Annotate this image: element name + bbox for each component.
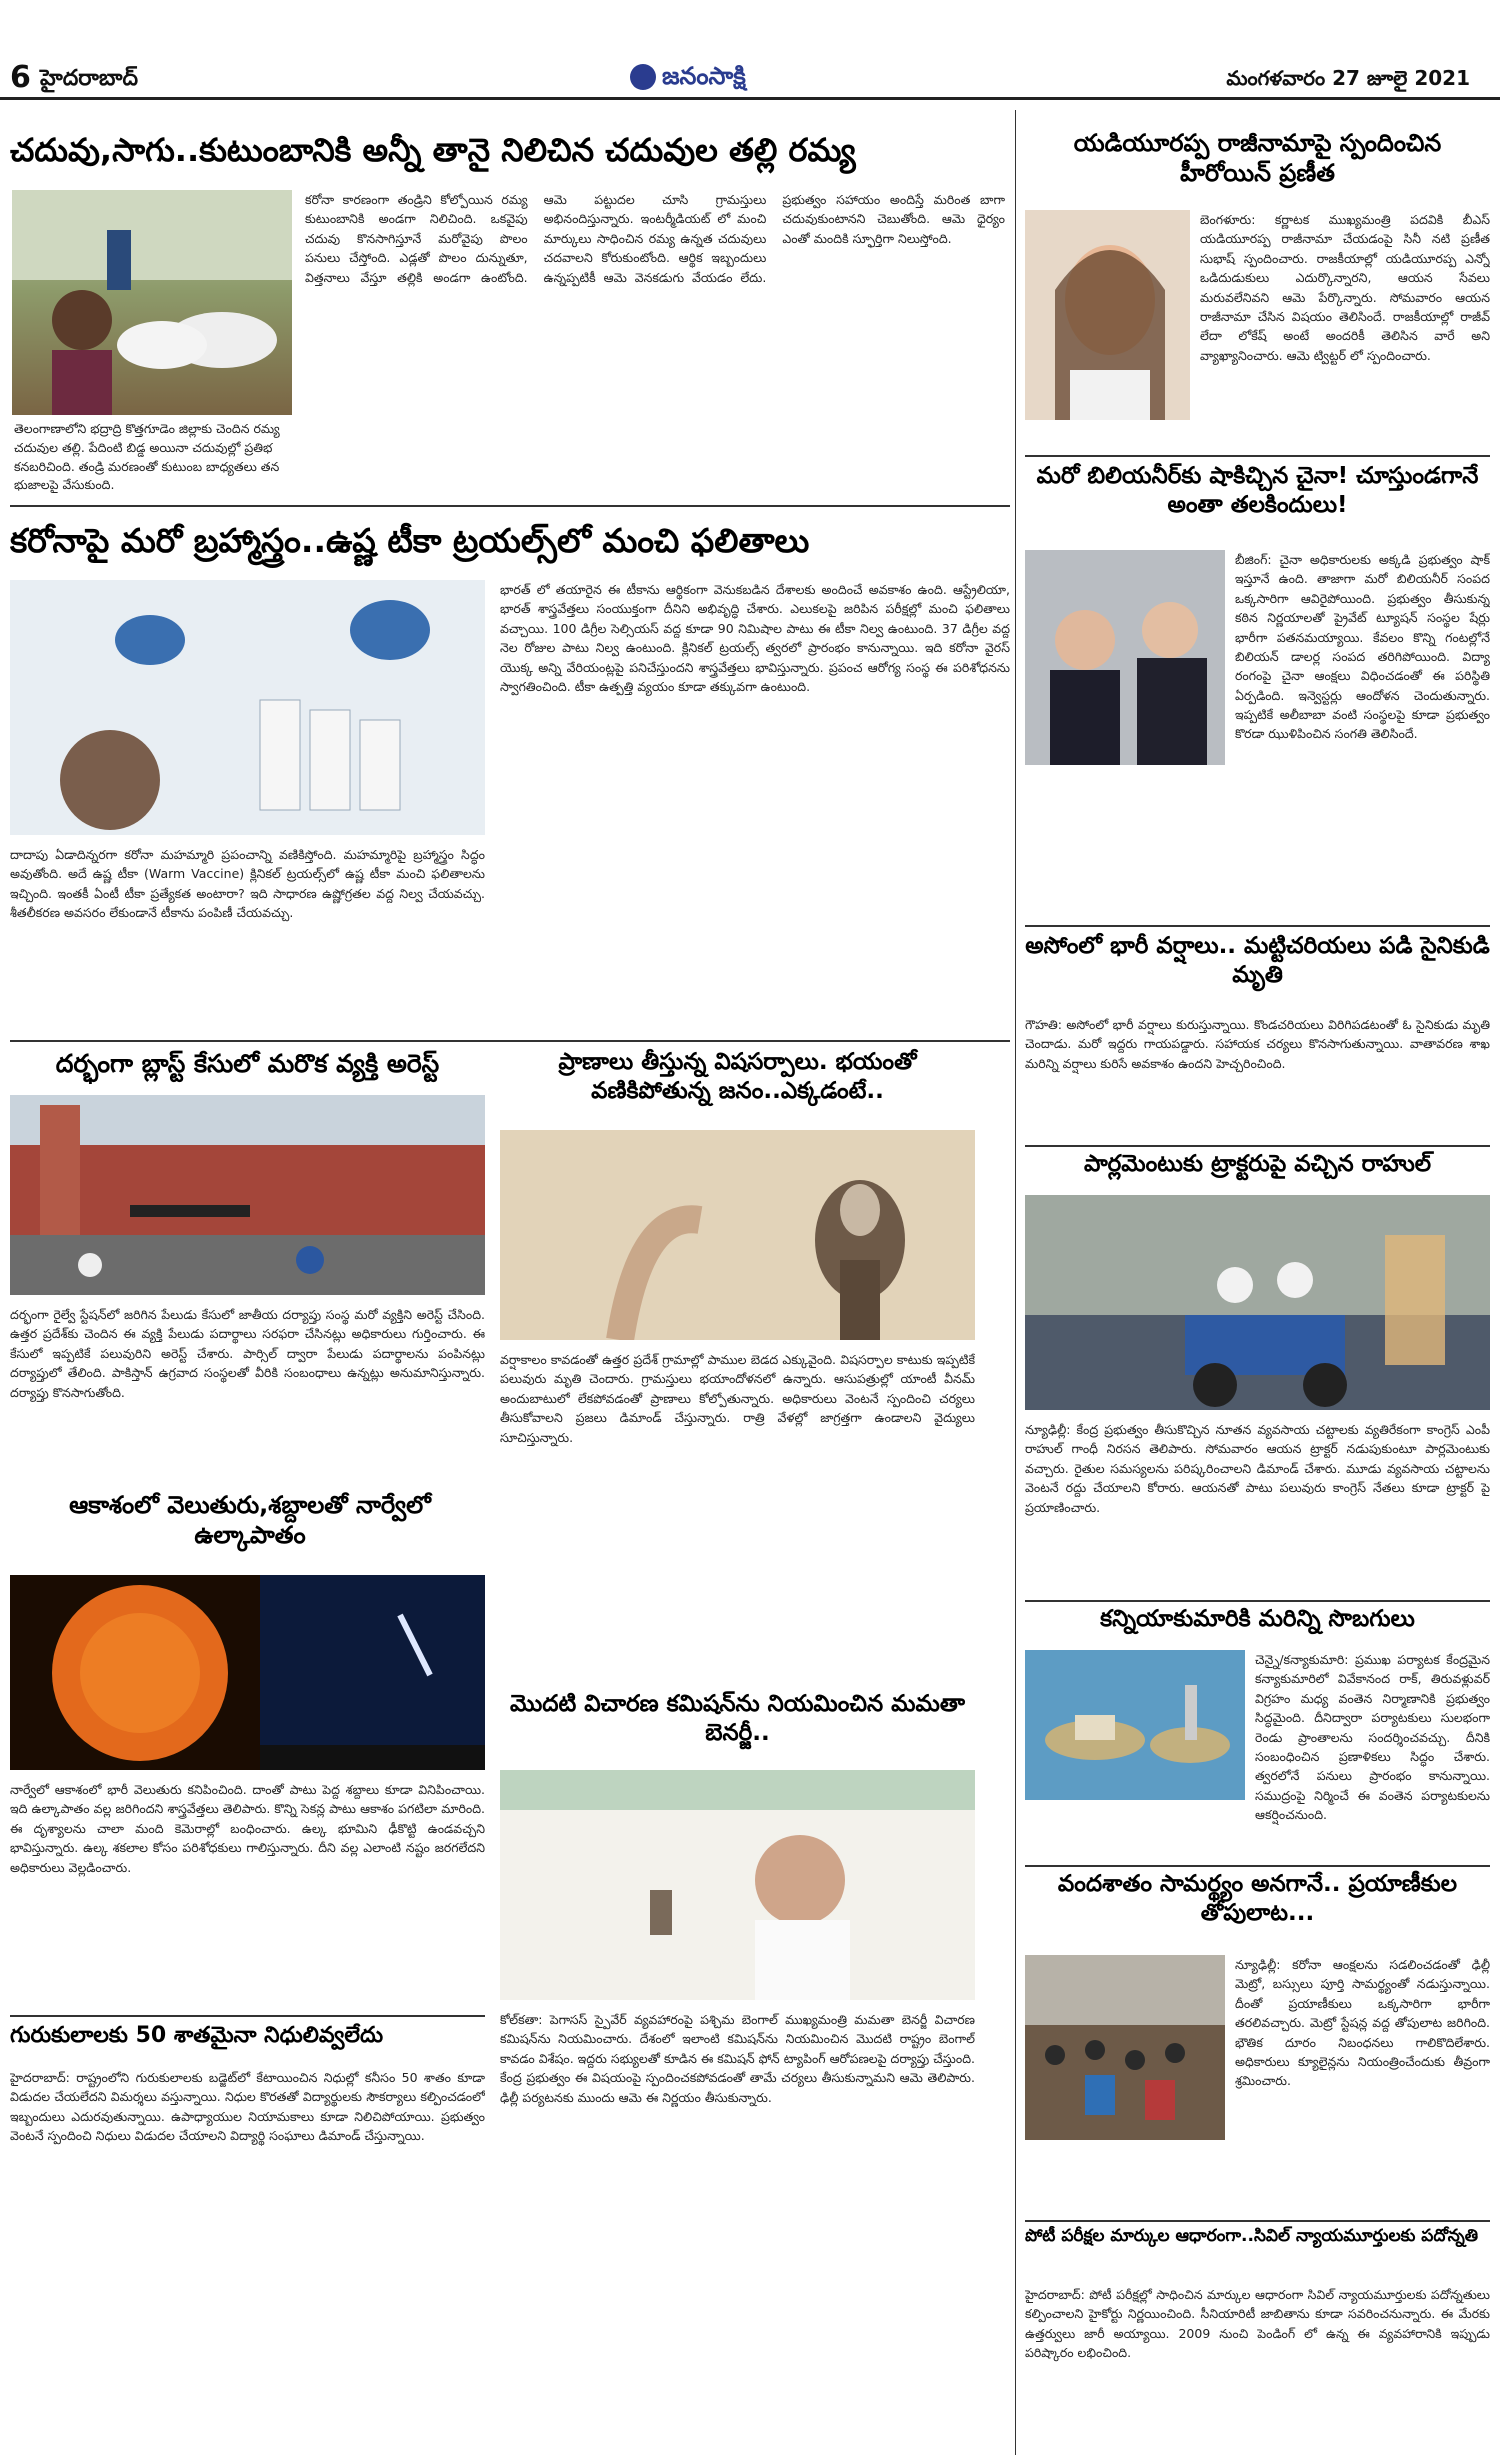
china-headline-box bbox=[1025, 462, 1490, 542]
brand-logo-icon bbox=[630, 64, 656, 90]
gurukul-body: హైదరాబాద్: రాష్ట్రంలోని గురుకులాలకు బడ్జెట్‌లో కేటాయించిన నిధుల్లో కనీసం 50 శాతం కూడా విడుదల చేయలేదని విమర్శలు వస్తున్నాయి. నిధుల కొరతతో విద్యార్థులకు సౌకర్యాలు కల్పించడంలో ఇబ్బందులు ఎదురవుతున్నాయి. ఉపాధ్యాయుల నియామకాలు కూడా నిలిచిపోయాయి. ప్రభుత్వం వెంటనే స్పందించి నిధులు విడుదల చేయాలని విద్యార్థి సంఘాలు డిమాండ్ చేస్తున్నాయి. bbox=[10, 2070, 485, 2144]
praneetha-photo bbox=[1025, 210, 1190, 420]
mamata-photo-art bbox=[500, 1770, 975, 2000]
mamata-photo bbox=[500, 1770, 975, 2000]
mamata-headline-box bbox=[500, 1690, 975, 1765]
billionaire-photo-art bbox=[1025, 550, 1225, 765]
edition-city: హైదరాబాద్ bbox=[40, 66, 138, 91]
tractor-photo bbox=[1025, 1195, 1490, 1410]
masthead bbox=[0, 0, 1500, 100]
rahul-body: న్యూఢిల్లీ: కేంద్ర ప్రభుత్వం తీసుకొచ్చిన నూతన వ్యవసాయ చట్టాలకు వ్యతిరేకంగా కాంగ్రెస్ ఎంపీ రాహుల్ గాంధీ నిరసన తెలిపారు. సోమవారం ఆయన ట్రాక్టర్ నడుపుకుంటూ పార్లమెంటుకు వచ్చారు. రైతుల సమస్యలను పరిష్కరించాలని డిమాండ్ చేశారు. మూడు వ్యవసాయ చట్టాలను వెంటనే రద్దు చేయాలని కోరారు. ఆయనతో పాటు పలువురు కాంగ్రెస్ నేతలు కూడా ట్రాక్టర్ పై ప్రయాణించారు. bbox=[1025, 1422, 1490, 1515]
kanyakumari-headline-box bbox=[1025, 1605, 1490, 1645]
yediyurappa-headline: యడియూరప్ప రాజీనామాపై స్పందించిన హీరోయిన్ ప్రణీత bbox=[1073, 129, 1442, 187]
snake-headline-box bbox=[500, 1048, 975, 1123]
crowd-photo bbox=[1025, 1955, 1225, 2140]
vaccine-photo bbox=[10, 580, 485, 835]
assam-headline-box bbox=[1025, 932, 1490, 1012]
issue-date: మంగళవారం 27 జూలై 2021 bbox=[1226, 66, 1470, 90]
ramya-headline-box bbox=[10, 130, 1010, 180]
civil-judges-headline: పోటీ పరీక్షల మార్కుల ఆధారంగా..సివిల్ న్యాయమూర్తులకు పదోన్నతి bbox=[1025, 2226, 1479, 2246]
mamata-body: కోల్‌కతా: పెగాసస్ స్పైవేర్ వ్యవహారంపై పశ్చిమ బెంగాల్ ముఖ్యమంత్రి మమతా బెనర్జీ విచారణ కమిషన్‌ను నియమించారు. దేశంలో ఇలాంటి కమిషన్‌ను నియమించిన మొదటి రాష్ట్రం బెంగాల్ కావడం విశేషం. ఇద్దరు సభ్యులతో కూడిన ఈ కమిషన్ ఫోన్ ట్యాపింగ్ ఆరోపణలపై దర్యాప్తు చేస్తుంది. కేంద్ర ప్రభుత్వం ఈ విషయంపై స్పందించకపోవడంతో తామే చర్యలు తీసుకున్నామని ఆమె తెలిపారు. ఢిల్లీ పర్యటనకు ముందు ఆమె ఈ నిర్ణయం తీసుకున్నారు. bbox=[500, 2012, 975, 2105]
kanyakumari-body: చెన్నై/కన్యాకుమారి: ప్రముఖ పర్యాటక కేంద్రమైన కన్యాకుమారిలో వివేకానంద రాక్, తిరువళ్లువర్ విగ్రహం మధ్య వంతెన నిర్మాణానికి ప్రభుత్వం సిద్ధమైంది. దీనిద్వారా పర్యాటకులు సులభంగా రెండు ప్రాంతాలను సందర్శించవచ్చు. దీనికి సంబంధించిన ప్రణాళికలు సిద్ధం చేశారు. త్వరలోనే పనులు ప్రారంభం కానున్నాయి. సముద్రంపై నిర్మించే ఈ వంతెన పర్యాటకులను ఆకర్షించనుంది. bbox=[1255, 1652, 1490, 1822]
yediyurappa-body: బెంగళూరు: కర్ణాటక ముఖ్యమంత్రి పదవికి బీఎస్ యడియూరప్ప రాజీనామా చేయడంపై సినీ నటి ప్రణీత సుభాష్ స్పందించారు. రాజకీయాల్లో యడియూరప్ప ఎన్నో ఒడిదుడుకులు ఎదుర్కొన్నారని, ఆయన సేవలు మరువలేనివని ఆమె పేర్కొన్నారు. సోమవారం ఆయన రాజీనామా చేసిన విషయం తెలిసిందే. రాజకీయాల్లో రాజీవ్ లేదా లోకేష్ అంటే అందరికీ తెలిసిన వారే అని వ్యాఖ్యానించారు. ఆమె ట్విట్టర్ లో స్పందించారు. bbox=[1200, 212, 1490, 363]
crowd-photo-art bbox=[1025, 1955, 1225, 2140]
billionaire-photo bbox=[1025, 550, 1225, 765]
column-divider bbox=[1015, 110, 1016, 2455]
assam-headline: అసోంలో భారీ వర్షాలు.. మట్టిచరియలు పడి సైనికుడి మృతి bbox=[1025, 933, 1490, 988]
brand-name: జనంసాక్షి bbox=[662, 62, 746, 90]
divider bbox=[1025, 1865, 1490, 1867]
gurukul-headline: గురుకులాలకు 50 శాతమైనా నిధులివ్వలేదు bbox=[10, 2023, 384, 2048]
china-body: బీజింగ్: చైనా అధికారులకు అక్కడి ప్రభుత్వం షాక్ ఇస్తూనే ఉంది. తాజాగా మరో బిలియనీర్ సంపద ఒక్కసారిగా ఆవిరైపోయింది. ప్రభుత్వం తీసుకున్న కఠిన నిర్ణయాలతో ప్రైవేట్ ట్యూషన్ సంస్థల షేర్లు భారీగా పతనమయ్యాయి. కేవలం కొన్ని గంటల్లోనే బిలియన్ డాలర్ల సంపద తరిగిపోయింది. విద్యా రంగంపై చైనా ఆంక్షలు విధించడంతో ఈ పరిస్థితి ఏర్పడింది. ఇన్వెస్టర్లు ఆందోళన చెందుతున్నారు. ఇప్పటికే అలీబాబా వంటి సంస్థలపై కూడా ప్రభుత్వం కొరడా ఝుళిపించిన సంగతి తెలిసిందే. bbox=[1235, 552, 1490, 742]
divider bbox=[1025, 1145, 1490, 1147]
vande-bharat-body: న్యూఢిల్లీ: కరోనా ఆంక్షలను సడలించడంతో ఢిల్లీ మెట్రో, బస్సులు పూర్తి సామర్థ్యంతో నడుస్తున్నాయి. దీంతో ప్రయాణీకులు ఒక్కసారిగా భారీగా తరలివచ్చారు. మెట్రో స్టేషన్ల వద్ద తోపులాట జరిగింది. భౌతిక దూరం నిబంధనలు గాలికొదిలేశారు. అధికారులు క్యూలైన్లను నియంత్రించేందుకు తీవ్రంగా శ్రమించారు. bbox=[1235, 1957, 1490, 2089]
meteor-headline-box bbox=[40, 1490, 460, 1565]
assam-body: గౌహతి: అసోంలో భారీ వర్షాలు కురుస్తున్నాయి. కొండచరియలు విరిగిపడటంతో ఓ సైనికుడు మృతి చెందాడు. మరో ఇద్దరు గాయపడ్డారు. సహాయక చర్యలు కొనసాగుతున్నాయి. వాతావరణ శాఖ మరిన్ని వర్షాలు కురిసే అవకాశం ఉందని హెచ్చరించింది. bbox=[1025, 1017, 1490, 1071]
railway-station-art bbox=[10, 1095, 485, 1295]
divider bbox=[10, 1040, 1010, 1042]
ramya-caption: తెలంగాణాలోని భద్రాద్రి కొత్తగూడెం జిల్లాకు చెందిన రమ్య చదువుల తల్లి. పేదింటి బిడ్డ అయినా చదువుల్లో ప్రతిభ కనబరిచింది. తండ్రి మరణంతో కుటుంబ బాధ్యతలు తన భుజాలపై వేసుకుంది. bbox=[14, 421, 280, 493]
newspaper-brand bbox=[630, 62, 746, 96]
corona-body-a: దాదాపు ఏడాదిన్నరగా కరోనా మహమ్మారి ప్రపంచాన్ని వణికిస్తోంది. మహమ్మారిపై బ్రహ్మాస్త్రం సిద్ధం అవుతోంది. అదే ఉష్ణ టీకా (Warm Vaccine) క్లినికల్ ట్రయల్స్‌లో ఉష్ణ టీకా మంచి ఫలితాలను ఇచ్చింది. ఇంతకీ ఏంటీ టీకా ప్రత్యేకత అంటారా? ఇది సాధారణ ఉష్ణోగ్రతల వద్ద నిల్వ చేయవచ్చు. శీతలీకరణ అవసరం లేకుండానే టీకాను పంపిణీ చేయవచ్చు. bbox=[10, 847, 485, 921]
divider bbox=[10, 505, 1010, 507]
divider bbox=[1025, 925, 1490, 927]
darbhanga-body: దర్భంగా రైల్వే స్టేషన్‌లో జరిగిన పేలుడు కేసులో జాతీయ దర్యాప్తు సంస్థ మరో వ్యక్తిని అరెస్ట్ చేసింది. ఉత్తర ప్రదేశ్‌కు చెందిన ఈ వ్యక్తి పేలుడు పదార్థాలు సరఫరా చేసినట్లు అధికారులు గుర్తించారు. ఈ కేసులో ఇప్పటికే పలువురిని అరెస్ట్ చేశారు. పార్సిల్ ద్వారా పేలుడు పదార్థాలను పంపినట్లు దర్యాప్తులో తేలింది. పాకిస్తాన్ ఉగ్రవాద సంస్థలతో వీరికి సంబంధాలు ఉన్నట్లు అనుమానిస్తున్నారు. దర్యాప్తు కొనసాగుతోంది. bbox=[10, 1307, 485, 1400]
corona-body-b: భారత్ లో తయారైన ఈ టీకాను ఆర్థికంగా వెనుకబడిన దేశాలకు అందించే అవకాశం ఉంది. ఆస్ట్రేలియా, భారత్ శాస్త్రవేత్తలు సంయుక్తంగా దీనిని అభివృద్ధి చేశారు. ఎలుకలపై జరిపిన పరీక్షల్లో మంచి ఫలితాలు వచ్చాయి. 100 డిగ్రీల సెల్సియస్ వద్ద కూడా 90 నిమిషాల పాటు ఈ టీకా నిల్వ ఉంటుంది. 37 డిగ్రీల వద్ద నెల రోజుల పాటు నిల్వ ఉంటుంది. క్లినికల్ ట్రయల్స్ త్వరలో ప్రారంభం కానున్నాయి. ఇది కరోనా వైరస్ యొక్క అన్ని వేరియంట్లపై పనిచేస్తుందని శాస్త్రవేత్తలు భావిస్తున్నారు. ప్రపంచ ఆరోగ్య సంస్థ ఈ పరిశోధనను స్వాగతించింది. టీకా ఉత్పత్తి వ్యయం కూడా తక్కువగా ఉంటుంది. bbox=[500, 582, 1010, 694]
vande-headline-box bbox=[1025, 1870, 1490, 1950]
gurukul-headline-box bbox=[10, 2022, 485, 2062]
vande-bharat-headline: వందశాతం సామర్థ్యం అనగానే.. ప్రయాణీకుల తోపులాట... bbox=[1057, 1871, 1458, 1926]
mamata-headline: మొదటి విచారణ కమిషన్‌ను నియమించిన మమతా బెనర్జీ.. bbox=[510, 1691, 965, 1746]
snake-headline: ప్రాణాలు తీస్తున్న విషసర్పాలు. భయంతో వణికిపోతున్న జనం..ఎక్కడంటే.. bbox=[558, 1049, 917, 1104]
corona-headline: కరోనాపై మరో బ్రహ్మాస్త్రం..ఉష్ణ టీకా ట్రయల్స్‌లో మంచి ఫలితాలు bbox=[10, 521, 810, 560]
yediyurappa-headline-box bbox=[1025, 128, 1490, 208]
snake-photo-art bbox=[500, 1130, 975, 1340]
railway-station-photo bbox=[10, 1095, 485, 1295]
civil-judges-body: హైదరాబాద్: పోటీ పరీక్షల్లో సాధించిన మార్కుల ఆధారంగా సివిల్ న్యాయమూర్తులకు పదోన్నతులు కల్పించాలని హైకోర్టు నిర్ణయించింది. సీనియారిటీ జాబితాను కూడా సవరించనున్నారు. ఈ మేరకు ఉత్తర్వులు జారీ అయ్యాయి. 2009 నుంచి పెండింగ్ లో ఉన్న ఈ వ్యవహారానికి ఇప్పుడు పరిష్కారం లభించింది. bbox=[1025, 2287, 1490, 2361]
meteor-photo-art bbox=[10, 1575, 485, 1770]
corona-headline-box bbox=[10, 520, 1010, 570]
kanyakumari-headline: కన్నియాకుమారికి మరిన్ని సొబగులు bbox=[1100, 1606, 1415, 1632]
ramya-headline: చదువు,సాగు..కుటుంబానికి అన్నీ తానై నిలిచిన చదువుల తల్లి రమ్య bbox=[10, 131, 856, 169]
snake-photo bbox=[500, 1130, 975, 1340]
praneetha-photo-art bbox=[1025, 210, 1190, 420]
tractor-photo-art bbox=[1025, 1195, 1490, 1410]
divider bbox=[10, 2015, 485, 2017]
meteor-photo bbox=[10, 1575, 485, 1770]
divider bbox=[1025, 1600, 1490, 1602]
rahul-headline-box bbox=[1025, 1150, 1490, 1190]
darbhanga-headline-box bbox=[10, 1048, 485, 1088]
kanyakumari-photo-art bbox=[1025, 1650, 1245, 1800]
snake-body: వర్షాకాలం కావడంతో ఉత్తర ప్రదేశ్ గ్రామాల్లో పాముల బెడద ఎక్కువైంది. విషసర్పాల కాటుకు ఇప్పటికే పలువురు మృతి చెందారు. గ్రామస్తులు భయాందోళనలో ఉన్నారు. ఆసుపత్రుల్లో యాంటీ వీనమ్ అందుబాటులో లేకపోవడంతో ప్రాణాలు కోల్పోతున్నారు. అధికారులు వెంటనే స్పందించి చర్యలు తీసుకోవాలని ప్రజలు డిమాండ్ చేస్తున్నారు. రాత్రి వేళల్లో జాగ్రత్తగా ఉండాలని వైద్యులు సూచిస్తున్నారు. bbox=[500, 1352, 975, 1445]
divider bbox=[1025, 2220, 1490, 2222]
divider bbox=[1025, 455, 1490, 457]
page-number: 6 bbox=[10, 60, 31, 95]
vaccine-photo-art bbox=[10, 580, 485, 835]
civil-judges-headline-box bbox=[1025, 2226, 1490, 2281]
rahul-headline: పార్లమెంటుకు ట్రాక్టరుపై వచ్చిన రాహుల్ bbox=[1083, 1151, 1432, 1177]
ramya-body: కరోనా కారణంగా తండ్రిని కోల్పోయిన రమ్య కుటుంబానికి అండగా నిలిచింది. ఒకవైపు చదువు కొనసాగిస్తూనే మరోవైపు పొలం పనులు చేస్తోంది. ఎడ్లతో పొలం దున్నుతూ, విత్తనాలు వేస్తూ తల్లికి అండగా ఉంటోంది. ఆమె పట్టుదల చూసి గ్రామస్తులు అభినందిస్తున్నారు. ఇంటర్మీడియట్ లో మంచి మార్కులు సాధించిన రమ్య ఉన్నత చదువులు చదవాలని కోరుకుంటోంది. ఆర్థిక ఇబ్బందులు ఉన్నప్పటికీ ఆమె వెనకడుగు వేయడం లేదు. ప్రభుత్వం సహాయం అందిస్తే మరింత బాగా చదువుకుంటానని చెబుతోంది. ఆమె ధైర్యం ఎంతో మందికి స్ఫూర్తిగా నిలుస్తోంది. bbox=[305, 192, 1005, 285]
china-headline: మరో బిలియనీర్‌కు షాకిచ్చిన చైనా! చూస్తుండగానే అంతా తలకిందులు! bbox=[1036, 463, 1479, 518]
ramya-photo-art bbox=[12, 190, 292, 415]
meteor-body: నార్వేలో ఆకాశంలో భారీ వెలుతురు కనిపించింది. దాంతో పాటు పెద్ద శబ్దాలు కూడా వినిపించాయి. ఇది ఉల్కాపాతం వల్ల జరిగిందని శాస్త్రవేత్తలు తెలిపారు. కొన్ని సెకన్ల పాటు ఆకాశం పగటిలా మారింది. ఈ దృశ్యాలను చాలా మంది కెమెరాల్లో బంధించారు. ఉల్క భూమిని ఢీకొట్టి ఉండవచ్చని భావిస్తున్నారు. ఉల్క శకలాల కోసం పరిశోధకులు గాలిస్తున్నారు. దీని వల్ల ఎలాంటి నష్టం జరగలేదని అధికారులు వెల్లడించారు. bbox=[10, 1782, 485, 1875]
ramya-photo bbox=[12, 190, 292, 415]
darbhanga-headline: దర్భంగా బ్లాస్ట్ కేసులో మరొక వ్యక్తి అరెస్ట్ bbox=[55, 1049, 440, 1078]
kanyakumari-photo bbox=[1025, 1650, 1245, 1800]
meteor-headline: ఆకాశంలో వెలుతురు,శబ్దాలతో నార్వేలో ఉల్కాపాతం bbox=[69, 1491, 431, 1549]
